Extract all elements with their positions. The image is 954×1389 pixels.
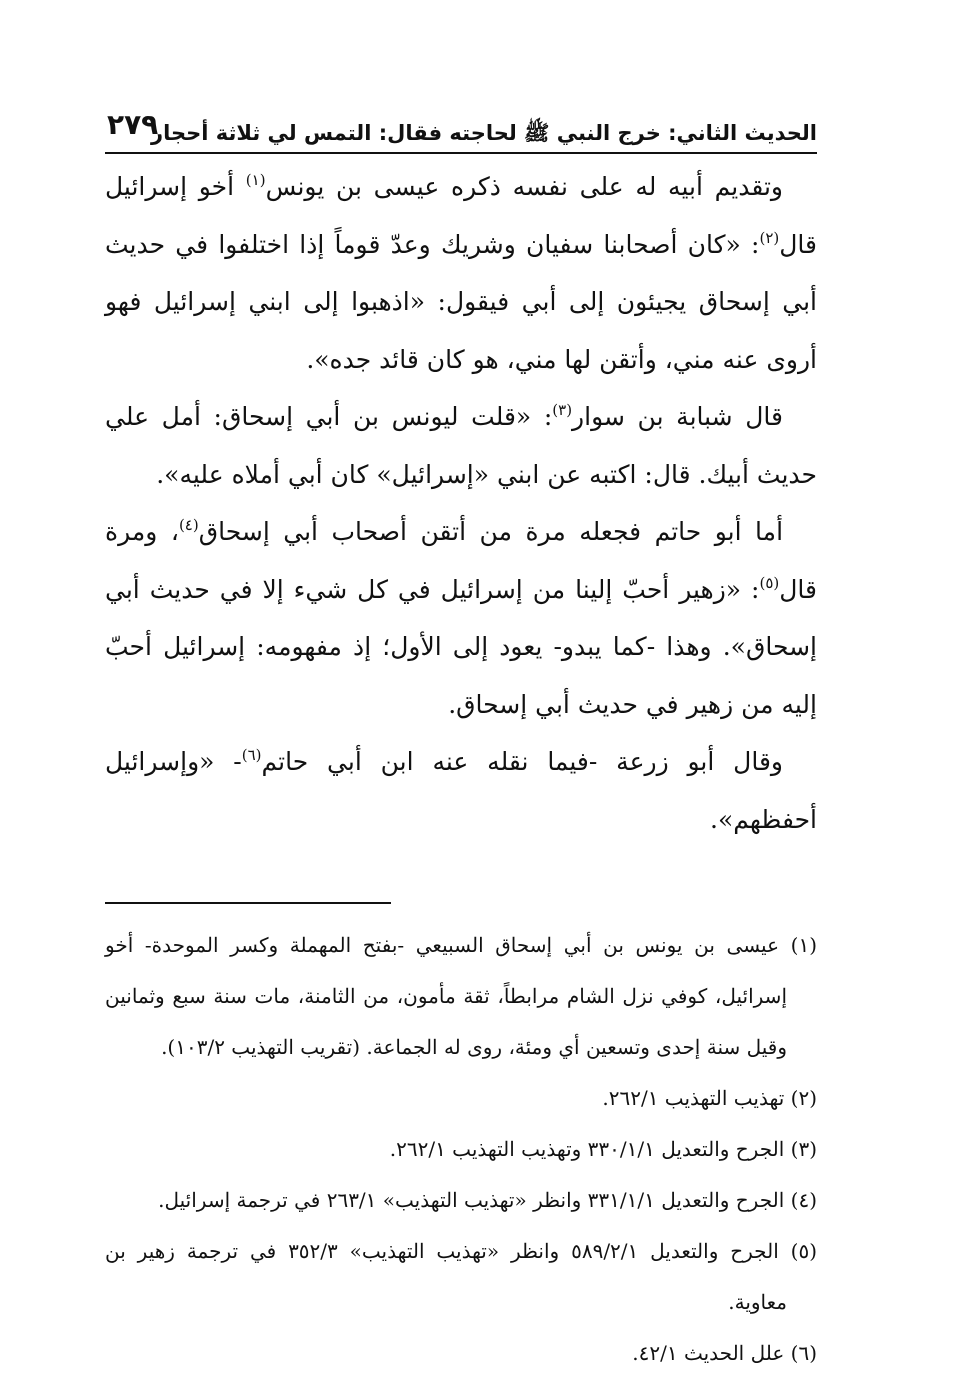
running-header [105,108,817,154]
text-run: أخو إسرائيل قال [105,172,817,259]
footnote-marker: (٤) [178,516,199,534]
body-paragraph [105,503,817,733]
footnote: (٦) علل الحديث ٤٢/١. [632,1341,817,1365]
footnote: (١) عيسى بن يونس بن أبي إسحاق السبيعي -بفتح المهملة وكسر الموحدة- أخو إسرائيل، كوفي نزل الشام مرابطاً، ثقة مأمون، من الثامنة، مات سنة سبع وثمانين وقيل سنة إحدى وتسعين أي ومئة، روى له الجماعة. (تقريب التهذيب ١٠٣/٢). [105,933,817,1059]
main-text [105,158,817,848]
page-number: ٢٧٩ [107,108,159,141]
footnote-marker: (٥) [759,573,780,592]
footnote: (٣) الجرح والتعديل ٣٣٠/١/١ وتهذيب التهذيب ٢٦٢/١. [389,1137,817,1161]
text-run: - «وإسرائيل أحفظهم». [105,747,817,834]
footnote: (٤) الجرح والتعديل ٣٣١/١/١ وانظر «تهذيب التهذيب» ٢٦٣/١ في ترجمة إسرائيل. [158,1188,817,1212]
footnote-divider [105,902,391,904]
footnote-marker: (١) [245,171,266,189]
body-paragraph [105,733,817,848]
footnote-marker: (٢) [759,228,780,247]
book-page [105,108,817,1365]
footnotes [105,920,817,1379]
footnote: (٢) تهذيب التهذيب ٢٦٢/١. [602,1086,817,1110]
text-run: قال شبابة بن سوار [572,402,783,431]
text-run: ، ومرة قال [105,517,817,604]
footnote-marker: (٣) [552,401,573,419]
body-paragraph [105,158,817,388]
footnote: (٥) الجرح والتعديل ٥٨٩/٢/١ وانظر «تهذيب التهذيب» ٣٥٢/٣ في ترجمة زهير بن معاوية. [105,1239,817,1314]
text-run: : «كان أصحابنا سفيان وشريك وعدّ قوماً إذا اختلفوا في حديث أبي إسحاق يجيئون إلى أبي فيقول: «اذهبوا إلى ابني إسرائيل فهو أروى عنه مني، وأتقن لها مني، هو كان قائد جده». [105,229,817,374]
running-title: الحديث الثاني: خرج النبي ﷺ لحاجته فقال: التمس لي ثلاثة أحجار [151,121,817,145]
text-run: وقال أبو زرعة -فيما نقله عنه ابن أبي حاتم [261,747,783,776]
text-run: وتقديم أبيه له على نفسه ذكره عيسى بن يونس [265,172,784,201]
text-run: أما أبو حاتم فجعله مرة من أتقن أصحاب أبي إسحاق [198,517,784,546]
text-run: : «زهير أحبّ إلينا من إسرائيل في كل شيء إلا في حديث أبي إسحاق». وهذا -كما يبدو- يعود إلى الأول؛ إذ مفهومه: إسرائيل أحبّ إليه من زهير في حديث أبي إسحاق. [105,574,817,719]
footnote-marker: (٦) [241,746,262,764]
text-run: : «قلت ليونس بن أبي إسحاق: أمل علي حديث أبيك. قال: اكتبه عن ابني «إسرائيل» كان أبي أملاه عليه». [105,402,817,489]
body-paragraph [105,388,817,503]
